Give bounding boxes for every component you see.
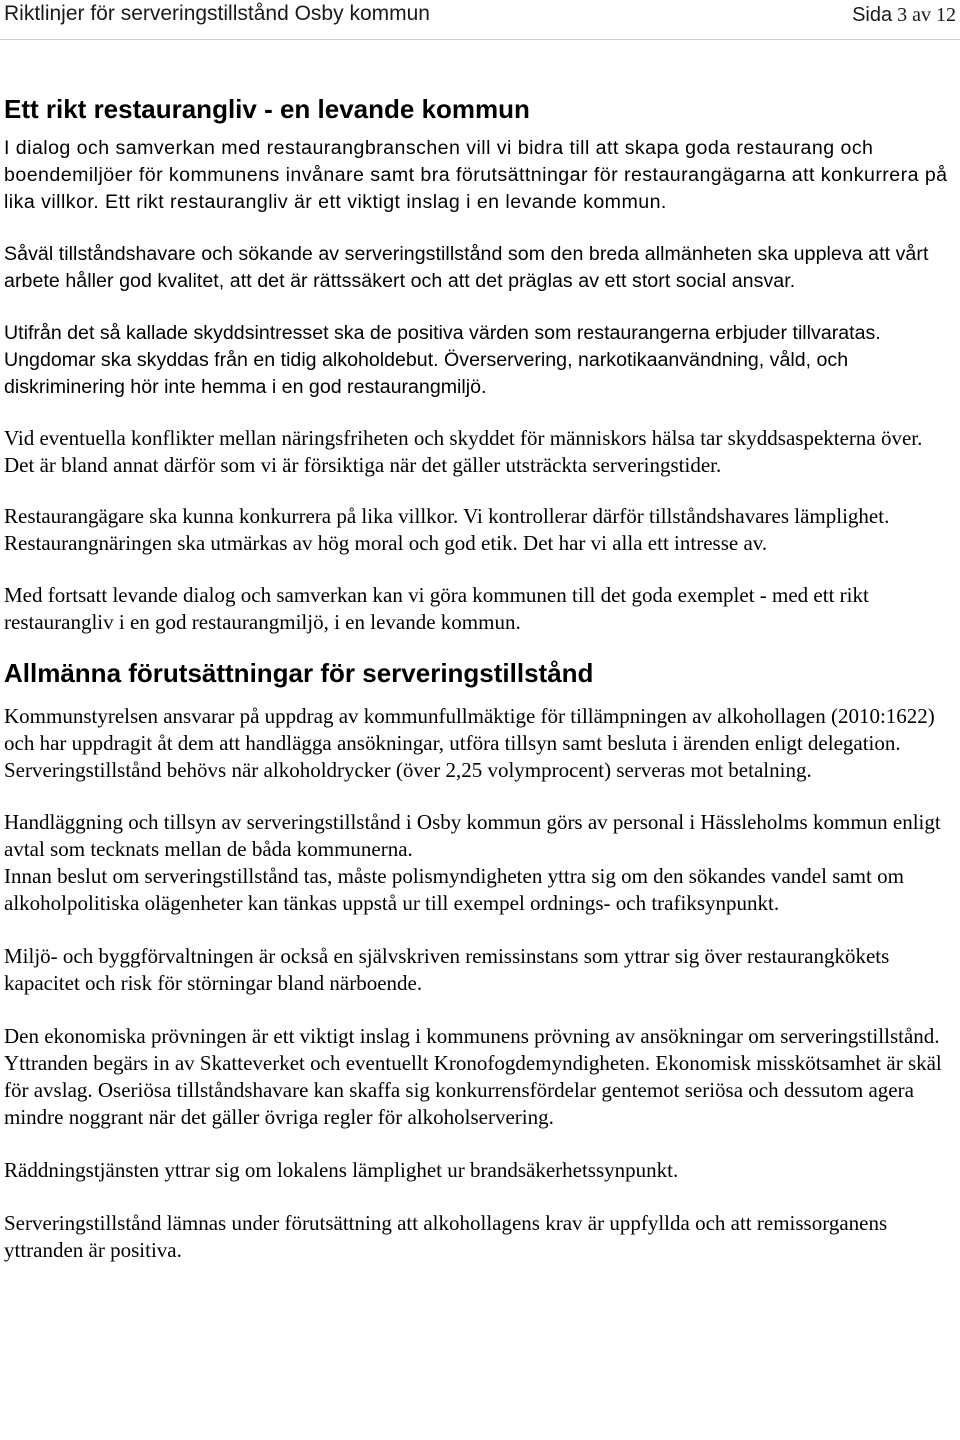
paragraph: Vid eventuella konflikter mellan näringsfriheten och skyddet för människors hälsa tar skyddsaspekterna över. Det är bland annat därför som vi är försiktiga när det gäller utsträckta serveringstider. — [4, 426, 923, 477]
page-header — [0, 0, 960, 40]
paragraph: I dialog och samverkan med restaurangbranschen vill vi bidra till att skapa goda restaurang och boendemiljöer för kommunens invånare samt bra förutsättningar för restaurangägarna att konkurrera på lika villkor. Ett rikt restaurangliv är ett viktigt inslag i en levande kommun. — [4, 137, 948, 213]
paragraph: Serveringstillstånd lämnas under förutsättning att alkohollagens krav är uppfyllda och att remissorganens yttranden är positiva. — [4, 1211, 888, 1262]
section-heading: Allmänna förutsättningar för serveringstillstånd — [4, 658, 594, 688]
page-label: Sida — [852, 4, 893, 26]
paragraph: Med fortsatt levande dialog och samverkan kan vi göra kommunen till det goda exemplet - med ett rikt restaurangliv i en god restaurangmiljö, i en levande kommun. — [4, 583, 869, 634]
page-total: 12 — [936, 4, 956, 26]
paragraph: Kommunstyrelsen ansvarar på uppdrag av kommunfullmäktige för tillämpningen av alkohollagen (2010:1622) och har uppdragit åt dem att handlägga ansökningar, utföra tillsyn samt besluta i ärenden enligt delegation. Serveringstillstånd behövs när alkoholdrycker (över 2,25 volymprocent) serveras mot betalning. — [4, 704, 935, 782]
paragraph: Innan beslut om serveringstillstånd tas, måste polismyndigheten yttra sig om den sökandes vandel samt om alkoholpolitiska olägenheter kan tänkas uppstå ur till exempel ordnings- och trafiksynpunkt. — [4, 864, 904, 915]
document-body — [4, 93, 956, 1264]
paragraph: Räddningstjänsten yttrar sig om lokalens lämplighet ur brandsäkerhetssynpunkt. — [4, 1158, 679, 1182]
section-heading: Ett rikt restaurangliv - en levande kommun — [4, 94, 530, 124]
paragraph: Handläggning och tillsyn av serveringstillstånd i Osby kommun görs av personal i Hässleholms kommun enligt avtal som tecknats mellan de båda kommunerna. — [4, 810, 941, 861]
page-indicator — [852, 2, 956, 28]
page-of: av — [912, 4, 931, 26]
paragraph: Den ekonomiska prövningen är ett viktigt inslag i kommunens prövning av ansökningar om serveringstillstånd. Yttranden begärs in av Skatteverket och eventuellt Kronofogdemyndigheten. Ekonomisk misskötsamhet är skäl för avslag. Oseriösa tillståndshavare kan skaffa sig konkurrensfördelar gentemot seriösa och dessutom agera mindre noggrant när det gäller övriga regler för alkoholservering. — [4, 1024, 942, 1129]
paragraph: Såväl tillståndshavare och sökande av serveringstillstånd som den breda allmänheten ska uppleva att vårt arbete håller god kvalitet, att det är rättssäkert och att det präglas av ett stort social ansvar. — [4, 243, 929, 292]
paragraph: Miljö- och byggförvaltningen är också en självskriven remissinstans som yttrar sig över restaurangkökets kapacitet och risk för störningar bland närboende. — [4, 944, 890, 995]
page-number: 3 — [897, 4, 908, 26]
document-title: Riktlinjer för serveringstillstånd Osby kommun — [4, 2, 430, 25]
paragraph: Utifrån det så kallade skyddsintresset ska de positiva värden som restaurangerna erbjuder tillvaratas. Ungdomar ska skyddas från en tidig alkoholdebut. Överservering, narkotikaanvändning, våld, och diskriminering hör inte hemma i en god restaurangmiljö. — [4, 322, 881, 398]
paragraph: Restaurangägare ska kunna konkurrera på lika villkor. Vi kontrollerar därför tillståndshavares lämplighet. Restaurangnäringen ska utmärkas av hög moral och god etik. Det har vi alla ett intresse av. — [4, 504, 890, 555]
